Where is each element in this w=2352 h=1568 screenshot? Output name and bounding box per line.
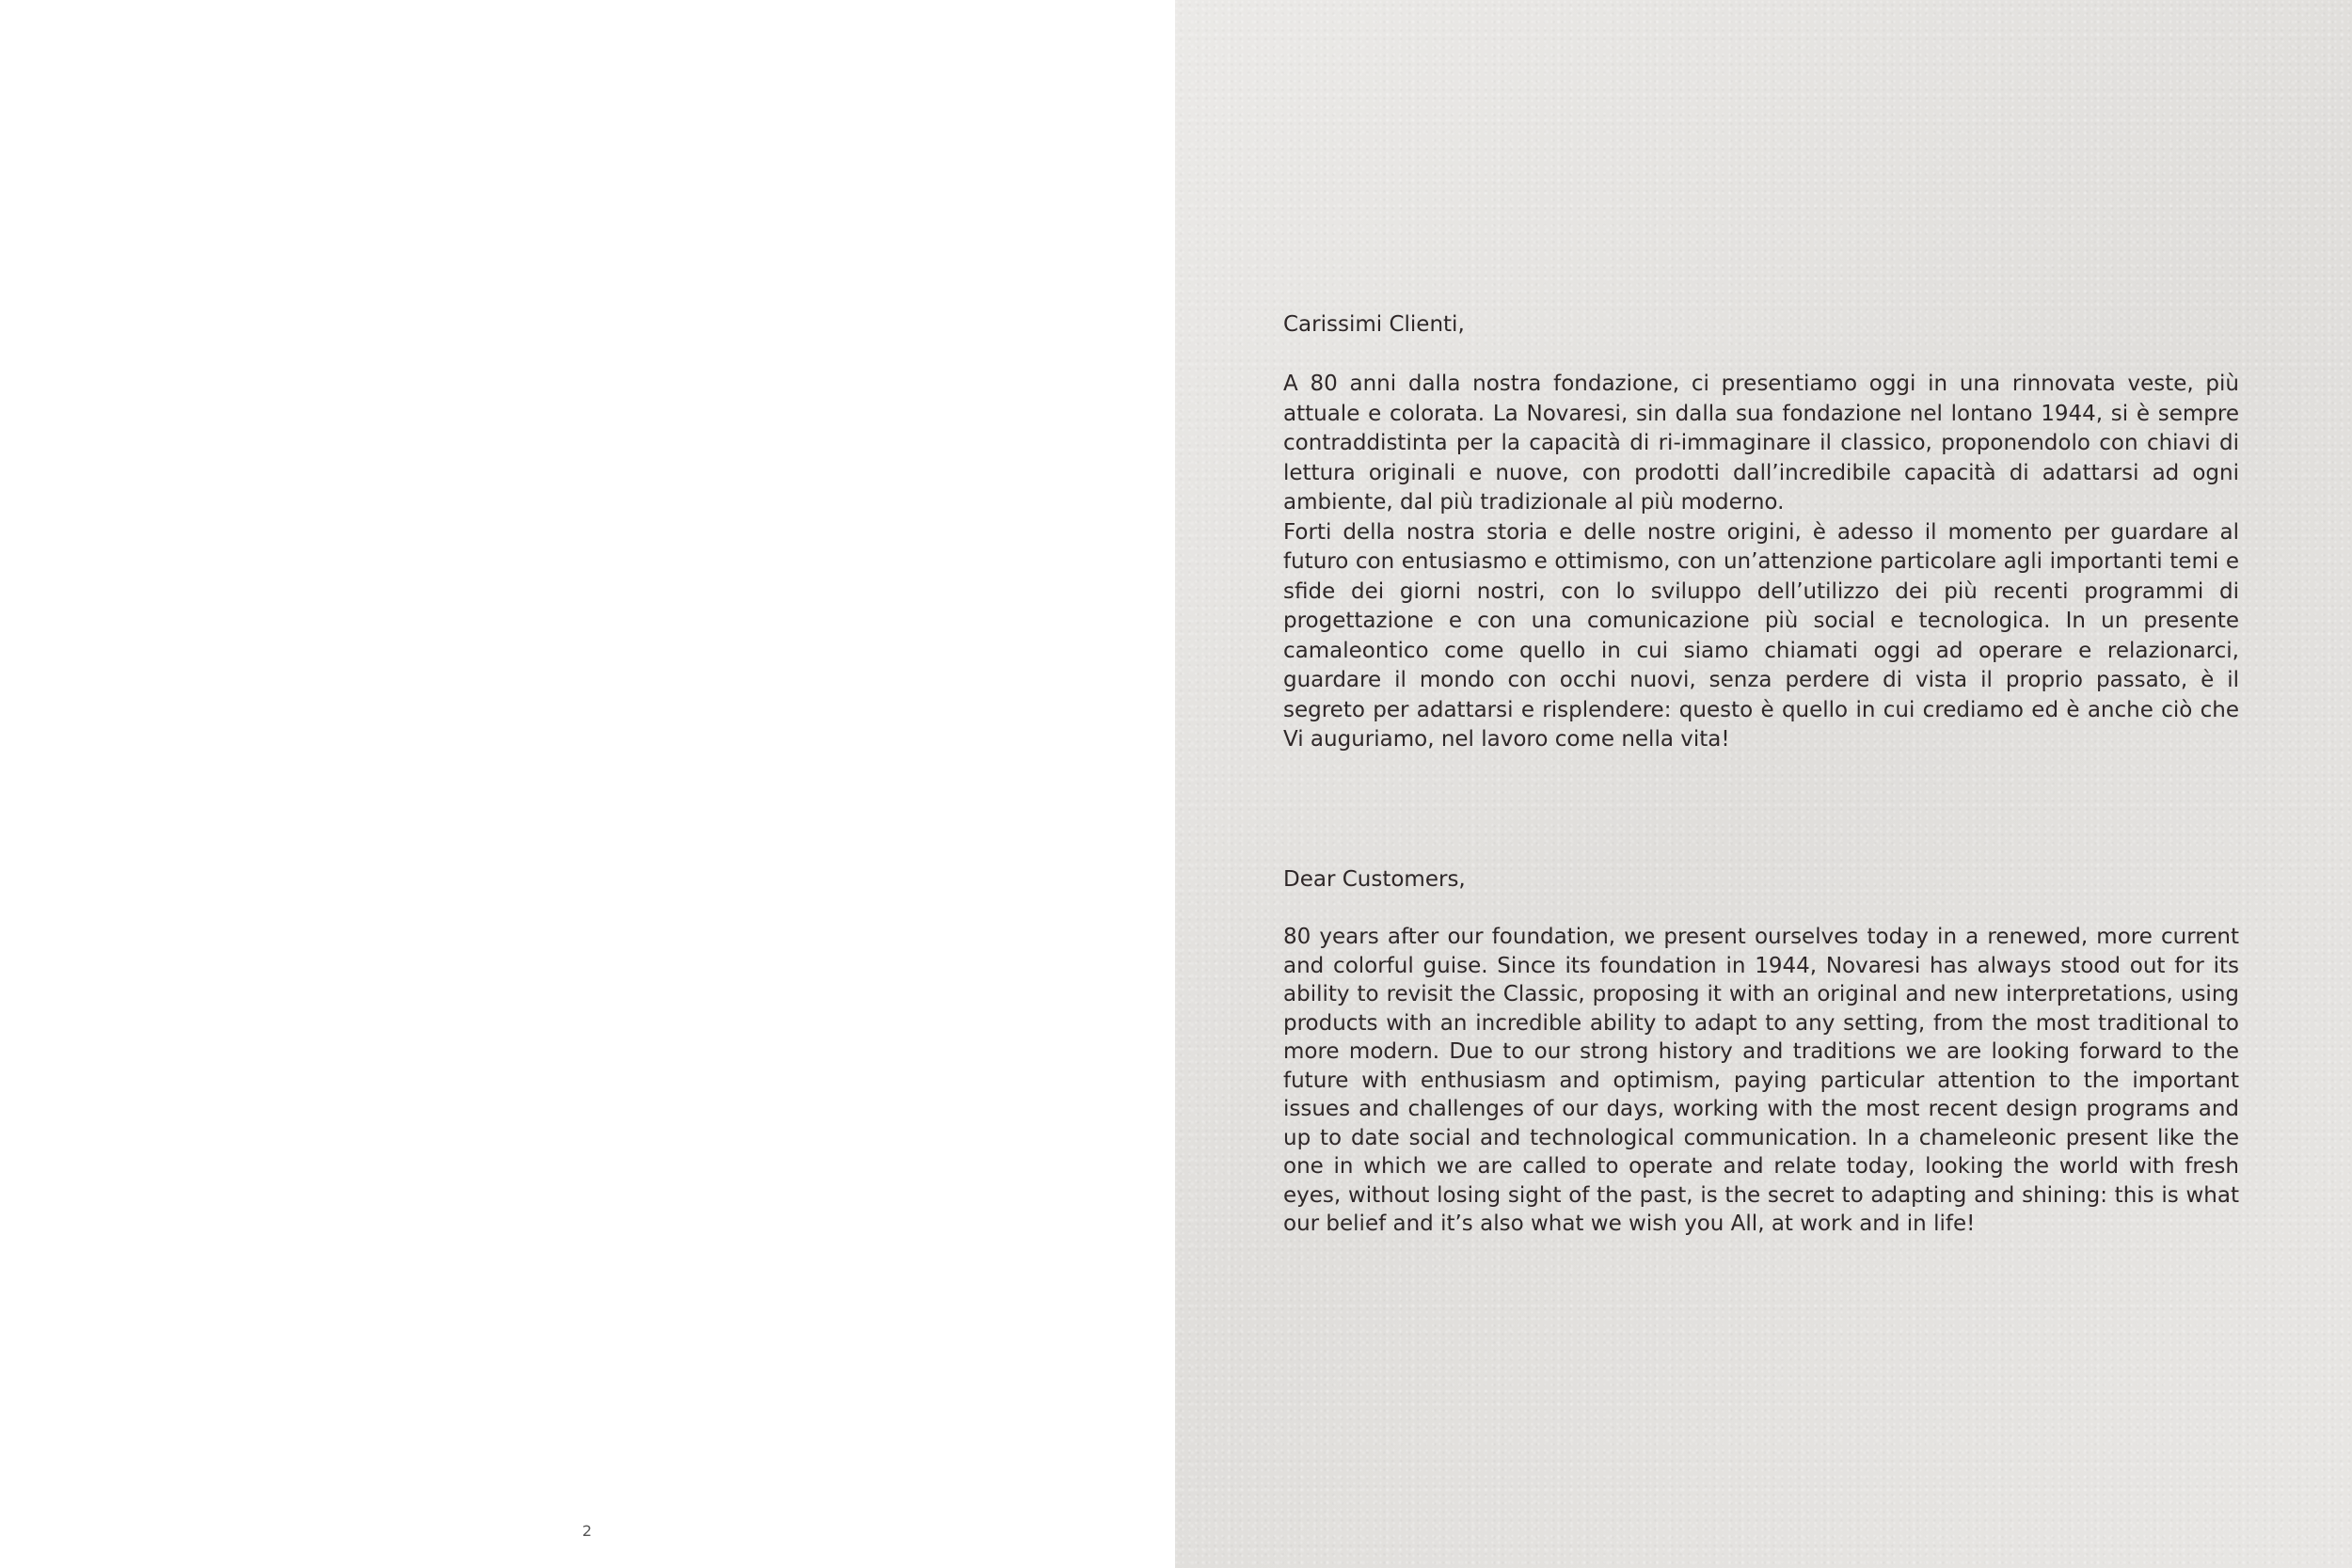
- left-page: [0, 0, 1175, 1568]
- page-number: 2: [581, 1522, 593, 1540]
- italian-letter: [1283, 310, 2239, 755]
- italian-paragraph-2: Forti della nostra storia e delle nostre origini, è adesso il momento per guardare al futuro con entusiasmo e ottimismo, con un’attenzione particolare agli importanti temi e sfide dei giorni nostri, con lo sviluppo dell’utilizzo dei più recenti programmi di progettazione e con una comunicazione più social e tecnologica. In un presente camaleontico come quello in cui siamo chiamati oggi ad operare e relazionarci, guardare il mondo con occhi nuovi, senza perdere di vista il proprio passato, è il segreto per adattarsi e risplendere: questo è quello in cui crediamo ed è anche ciò che Vi auguriamo, nel lavoro come nella vita!: [1283, 519, 2239, 752]
- english-paragraph-1: 80 years after our foundation, we present ourselves today in a renewed, more current and colorful guise. Since its foundation in 1944, Novaresi has always stood out for its ability to revisit the Classic, proposing it with an original and new interpretations, using products with an incredible ability to adapt to any setting, from the most traditional to more modern. Due to our strong history and traditions we are looking forward to the future with enthusiasm and optimism, paying particular attention to the important issues and challenges of our days, working with the most recent design programs and up to date social and technological communication. In a chameleonic present like the one in which we are called to operate and relate today, looking the world with fresh eyes, without losing sight of the past, is the secret to adapting and shining: this is what our belief and it’s also what we wish you All, at work and in life!: [1283, 925, 2239, 1236]
- italian-paragraph-1: A 80 anni dalla nostra fondazione, ci presentiamo oggi in una rinnovata veste, più attuale e colorata. La Novaresi, sin dalla sua fondazione nel lontano 1944, si è sempre contraddistinta per la capacità di ri-immaginare il classico, proponendolo con chiavi di lettura originali e nuove, con prodotti dall’incredibile capacità di adattarsi ad ogni ambiente, dal più tradizionale al più moderno.: [1283, 372, 2239, 515]
- italian-greeting: Carissimi Clienti,: [1283, 312, 1465, 337]
- right-page: [1175, 0, 2352, 1568]
- english-greeting: Dear Customers,: [1283, 867, 1466, 892]
- english-letter: [1283, 865, 2239, 1239]
